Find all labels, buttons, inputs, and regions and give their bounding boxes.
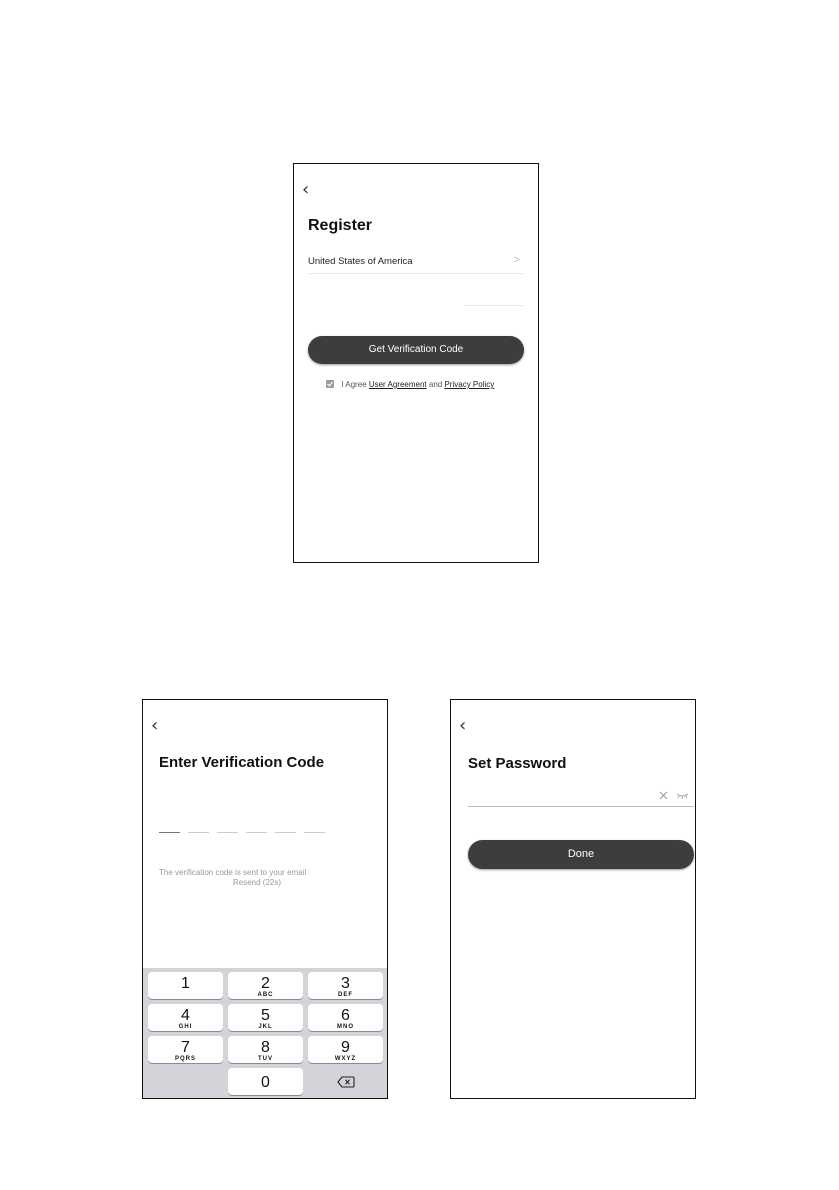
key-1[interactable] (148, 972, 223, 999)
chevron-right-icon: > (513, 254, 520, 266)
key-5[interactable] (228, 1004, 303, 1031)
key-digit: 5 (261, 1007, 270, 1024)
done-button[interactable]: Done (468, 840, 694, 869)
key-4[interactable] (148, 1004, 223, 1031)
code-input[interactable] (159, 832, 329, 838)
key-digit: 9 (341, 1039, 350, 1056)
key-8[interactable] (228, 1036, 303, 1063)
user-agreement-link[interactable]: User Agreement (368, 380, 427, 389)
clear-icon[interactable] (659, 791, 668, 800)
backspace-key[interactable] (308, 1068, 383, 1095)
password-field[interactable] (468, 788, 694, 807)
code-sent-text: The verification code is sent to your email (159, 868, 307, 877)
code-slot (246, 832, 267, 833)
key-letters: TUV (258, 1056, 273, 1062)
set-password-screen (450, 699, 696, 1099)
key-digit: 1 (181, 975, 190, 992)
get-verification-code-button[interactable]: Get Verification Code (308, 336, 524, 364)
code-slot (159, 832, 180, 833)
register-screen (293, 163, 539, 563)
key-letters: DEF (338, 992, 353, 998)
code-slot (275, 832, 296, 833)
chevron-left-icon[interactable]: ‹ (459, 715, 467, 736)
key-digit: 8 (261, 1039, 270, 1056)
key-digit: 4 (181, 1007, 190, 1024)
country-selector[interactable] (308, 253, 524, 274)
key-letters: JKL (258, 1024, 273, 1030)
key-digit: 3 (341, 975, 350, 992)
key-3[interactable] (308, 972, 383, 999)
code-slot (217, 832, 238, 833)
key-2[interactable] (228, 972, 303, 999)
code-slot (188, 832, 209, 833)
numeric-keypad (143, 968, 387, 1098)
verification-screen (142, 699, 388, 1099)
key-letters: MNO (337, 1024, 354, 1030)
code-slot (304, 832, 325, 833)
agree-prefix: I Agree (341, 380, 367, 389)
key-7[interactable] (148, 1036, 223, 1063)
page-title: Register (308, 217, 373, 234)
key-letters: ABC (257, 992, 274, 998)
page-title: Set Password (468, 755, 567, 772)
key-letters: WXYZ (334, 1056, 357, 1062)
resend-link[interactable]: Resend (22s) (233, 878, 282, 887)
key-letters: PQRS (174, 1056, 196, 1062)
chevron-left-icon[interactable]: ‹ (302, 179, 310, 200)
key-digit: 6 (341, 1007, 350, 1024)
eye-closed-icon[interactable] (676, 792, 689, 799)
key-9[interactable] (308, 1036, 383, 1063)
agreement-row (326, 380, 494, 389)
country-label: United States of America (308, 256, 413, 267)
key-letters: GHI (178, 1024, 193, 1030)
checkmark-icon (326, 380, 334, 388)
key-digit: 2 (261, 975, 270, 992)
backspace-icon (337, 1076, 355, 1088)
email-field[interactable] (308, 290, 524, 306)
key-0[interactable] (228, 1068, 303, 1095)
key-6[interactable] (308, 1004, 383, 1031)
and-text: and (428, 380, 443, 389)
key-digit: 7 (181, 1039, 190, 1056)
field-underline (464, 305, 524, 306)
page-title: Enter Verification Code (159, 754, 325, 771)
chevron-left-icon[interactable]: ‹ (151, 715, 159, 736)
key-digit: 0 (261, 1074, 270, 1091)
agree-checkbox[interactable] (326, 380, 334, 388)
privacy-policy-link[interactable]: Privacy Policy (444, 380, 495, 389)
